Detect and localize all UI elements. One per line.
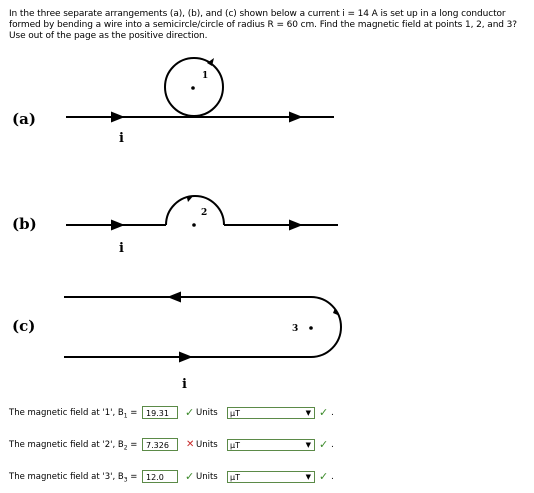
problem-statement: In the three separate arrangements (a), (b), and (c) shown below a current i = 14 A is set up in a long conductor formed by bending a wire into a semicircle/circle of radius R = 60 cm. Find the magnetic field at points 1, 2, and 3? Use out of the page as the positive direction.: [9, 9, 517, 41]
answer-1-input[interactable]: 19.31: [142, 406, 178, 419]
point-1-label: 1: [202, 71, 209, 81]
period: .: [331, 472, 334, 482]
answer-1-units-select[interactable]: μT ▼: [227, 407, 315, 419]
period: .: [331, 408, 334, 418]
chevron-down-icon: ▼: [305, 409, 311, 417]
current-a-label: i: [119, 131, 124, 146]
wire-a: [66, 58, 334, 117]
answer-2-units-label: Units: [196, 440, 218, 450]
point-2-label: 2: [201, 208, 208, 218]
cross-icon: ✕: [186, 439, 195, 450]
answer-2-input[interactable]: 7.326: [142, 438, 178, 451]
answer-row-1: [9, 404, 509, 422]
check-icon: ✓: [319, 406, 329, 419]
chevron-down-icon: ▼: [305, 473, 311, 481]
check-icon: ✓: [319, 438, 329, 451]
label-b: (b): [12, 215, 37, 233]
check-icon: ✓: [185, 406, 195, 419]
answer-row-3: [9, 468, 509, 486]
current-c-label: i: [182, 377, 187, 392]
answer-2-units-select[interactable]: μT ▼: [227, 439, 315, 451]
point-1-dot: [191, 86, 195, 90]
point-3-dot: [309, 326, 313, 330]
chevron-down-icon: ▼: [305, 441, 311, 449]
current-b-label: i: [119, 241, 124, 256]
wire-c: [64, 297, 341, 357]
point-3-label: 3: [292, 324, 299, 334]
answer-row-2: [9, 436, 509, 454]
period: .: [331, 440, 334, 450]
answer-1-units-label: Units: [196, 408, 218, 418]
answer-3-question: The magnetic field at '3', $B_3$ =: [9, 472, 138, 484]
check-icon: ✓: [185, 470, 195, 483]
check-icon: ✓: [319, 470, 329, 483]
answer-2-question: The magnetic field at '2', $B_2$ =: [9, 440, 138, 452]
point-2-dot: [192, 223, 196, 227]
label-a: (a): [12, 110, 36, 128]
answer-1-question: The magnetic field at '1', $B_1$ =: [9, 408, 138, 420]
answer-3-units-select[interactable]: μT ▼: [227, 471, 315, 483]
answer-3-input[interactable]: 12.0: [142, 470, 178, 483]
answer-3-units-label: Units: [196, 472, 218, 482]
label-c: (c): [12, 317, 36, 335]
